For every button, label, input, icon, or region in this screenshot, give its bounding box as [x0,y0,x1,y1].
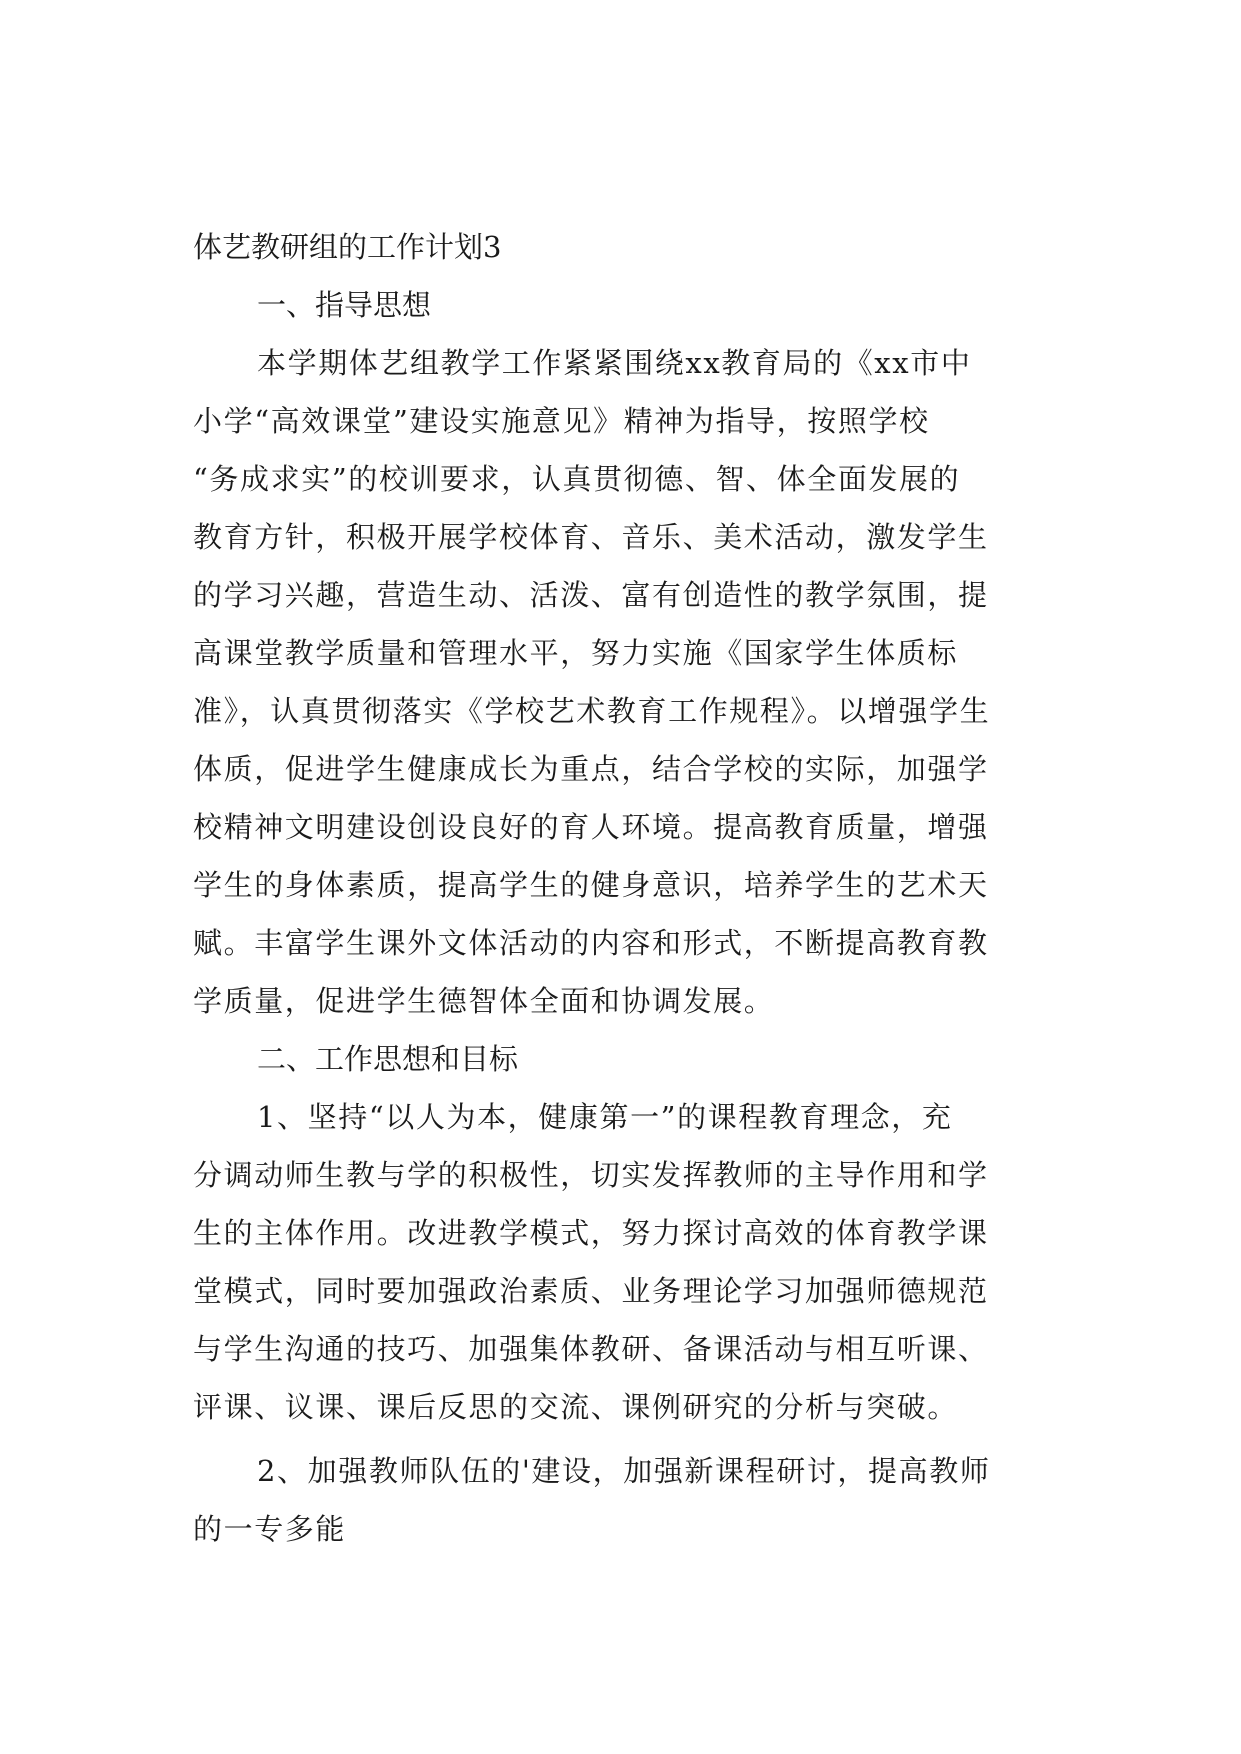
text-line: 生的主体作用。改进教学模式，努力探讨高效的体育教学课 [193,1216,989,1250]
text-line: 学生的身体素质，提高学生的健身意识，培养学生的艺术天 [193,868,989,902]
section-heading-work-goals: 二、工作思想和目标 [257,1042,519,1076]
text-line: 评课、议课、课后反思的交流、课例研究的分析与突破。 [193,1390,959,1424]
text-line: 2、加强教师队伍的'建设，加强新课程研讨，提高教师 [257,1454,991,1488]
paragraph-item-1 [193,1088,1053,1436]
text-line: 高课堂教学质量和管理水平，努力实施《国家学生体质标 [193,636,959,670]
text-line: 学质量，促进学生德智体全面和协调发展。 [193,984,775,1018]
text-line: “务成求实”的校训要求，认真贯彻德、智、体全面发展的 [193,462,961,496]
text-line: 校精神文明建设创设良好的育人环境。提高教育质量，增强 [193,810,989,844]
text-line: 体质，促进学生健康成长为重点，结合学校的实际，加强学 [193,752,989,786]
text-line: 堂模式，同时要加强政治素质、业务理论学习加强师德规范 [193,1274,989,1308]
section-heading-guiding-thought: 一、指导思想 [257,288,432,322]
text-line: 1、坚持“以人为本，健康第一”的课程教育理念，充 [257,1100,953,1134]
text-line: 本学期体艺组教学工作紧紧围绕xx教育局的《xx市中 [257,346,972,380]
paragraph-item-2 [193,1442,1053,1558]
text-line: 的一专多能 [193,1512,347,1546]
text-line: 准》，认真贯彻落实《学校艺术教育工作规程》。以增强学生 [193,694,991,728]
text-line: 赋。丰富学生课外文体活动的内容和形式，不断提高教育教 [193,926,989,960]
paragraph-guiding-thought [193,334,1053,1030]
document-title: 体艺教研组的工作计划3 [193,230,502,264]
text-line: 与学生沟通的技巧、加强集体教研、备课活动与相互听课、 [193,1332,989,1366]
text-line: 小学“高效课堂”建设实施意见》精神为指导，按照学校 [193,404,930,438]
text-line: 教育方针，积极开展学校体育、音乐、美术活动，激发学生 [193,520,989,554]
text-line: 的学习兴趣，营造生动、活泼、富有创造性的教学氛围，提 [193,578,989,612]
document-body [193,218,1053,1558]
text-line: 分调动师生教与学的积极性，切实发挥教师的主导作用和学 [193,1158,989,1192]
